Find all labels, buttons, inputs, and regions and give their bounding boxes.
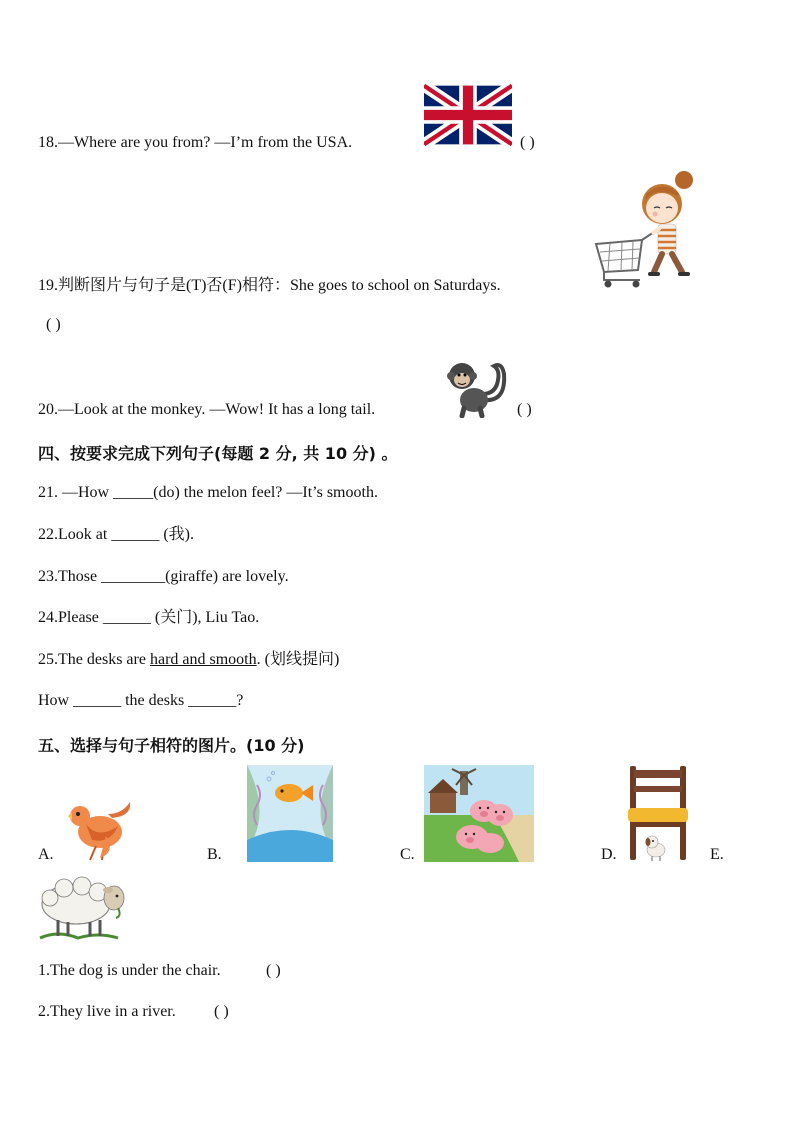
question-20-answer-paren[interactable]: ( ): [517, 401, 532, 418]
question-20-text: 20.—Look at the monkey. —Wow! It has a long tail.: [38, 401, 376, 418]
question-19-text: 19.判断图片与句子是(T)否(F)相符：She goes to school on Saturdays.: [38, 277, 501, 294]
sentence-2-text: 2.They live in a river.: [38, 1003, 176, 1020]
question-23: 23.Those ________(giraffe) are lovely.: [38, 568, 289, 585]
fish-image[interactable]: [247, 765, 333, 862]
option-c-label: C.: [400, 846, 415, 863]
section-5-heading: 五、选择与句子相符的图片。(10 分): [38, 736, 305, 755]
sentence-2-answer-paren[interactable]: ( ): [214, 1003, 229, 1020]
question-18-text: 18.—Where are you from? —I’m from the USA.: [38, 134, 353, 151]
section-4-heading: 四、按要求完成下列句子(每题 2 分, 共 10 分) 。: [38, 444, 398, 463]
pigs-image[interactable]: [424, 765, 534, 862]
question-19: [38, 276, 501, 296]
bird-image[interactable]: [62, 796, 134, 862]
question-25-underlined: hard and smooth: [149, 651, 257, 668]
sheep-image[interactable]: [38, 872, 130, 942]
question-25-pre: 25.The desks are: [38, 651, 150, 668]
option-d-label: D.: [601, 846, 617, 863]
question-18-answer-paren[interactable]: ( ): [520, 134, 535, 151]
sentence-1: [38, 961, 221, 981]
question-21: 21. —How _____(do) the melon feel? —It’s smooth.: [38, 484, 378, 501]
monkey-image: [444, 354, 508, 418]
option-e-label: E.: [710, 846, 724, 863]
question-25-post: . (划线提问): [256, 651, 340, 668]
uk-flag-image: [424, 83, 512, 147]
question-18: [38, 133, 352, 153]
question-20: [38, 400, 375, 420]
question-25-answer-line: How ______ the desks ______?: [38, 692, 244, 709]
question-24: 24.Please ______ (关门), Liu Tao.: [38, 609, 260, 626]
sentence-2: [38, 1002, 176, 1022]
question-19-answer-paren[interactable]: ( ): [46, 316, 61, 333]
option-b-label: B.: [207, 846, 222, 863]
sentence-1-text: 1.The dog is under the chair.: [38, 962, 221, 979]
option-a-label: A.: [38, 846, 54, 863]
question-25: [38, 650, 339, 670]
girl-shopping-image: [592, 168, 700, 290]
question-22: 22.Look at ______ (我).: [38, 526, 194, 543]
chair-image[interactable]: [626, 762, 690, 862]
sentence-1-answer-paren[interactable]: ( ): [266, 962, 281, 979]
